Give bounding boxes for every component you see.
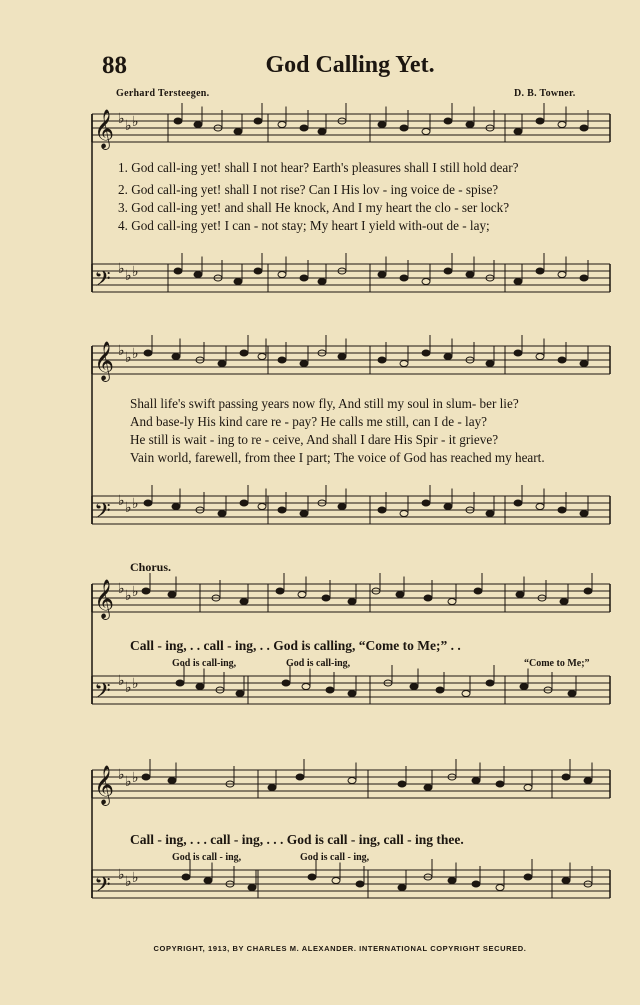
svg-text:♭: ♭ xyxy=(132,264,139,280)
svg-text:𝄢: 𝄢 xyxy=(94,873,111,903)
hymn-title: God Calling Yet. xyxy=(265,52,435,78)
svg-text:♭: ♭ xyxy=(125,588,132,604)
svg-text:𝄞: 𝄞 xyxy=(94,341,115,381)
verse-line: And base-ly His kind care re - pay? He calls me still, can I de - lay? xyxy=(130,414,488,429)
svg-text:𝄞: 𝄞 xyxy=(94,579,115,619)
copyright-notice: COPYRIGHT, 1913, BY CHARLES M. ALEXANDER. INTERNATIONAL COPYRIGHT SECURED. xyxy=(153,944,527,953)
svg-text:𝄢: 𝄢 xyxy=(94,499,111,529)
svg-text:♭: ♭ xyxy=(118,261,125,277)
bass-lyric: “Come to Me;” xyxy=(524,658,590,669)
verse-line: He still is wait - ing to re - ceive, And shall I dare His Spir - it grieve? xyxy=(130,432,499,447)
svg-text:♭: ♭ xyxy=(118,343,125,359)
svg-text:♭: ♭ xyxy=(125,118,132,134)
bass-lyric: God is call-ing, xyxy=(172,658,237,669)
svg-text:♭: ♭ xyxy=(125,874,132,890)
svg-text:♭: ♭ xyxy=(132,770,139,786)
svg-text:♭: ♭ xyxy=(118,111,125,127)
svg-text:♭: ♭ xyxy=(125,774,132,790)
hymn-number: 88 xyxy=(102,52,127,79)
svg-text:♭: ♭ xyxy=(118,867,125,883)
verse-line: 2. God call-ing yet! shall I not rise? Can I His lov - ing voice de - spise? xyxy=(118,182,499,197)
svg-text:𝄞: 𝄞 xyxy=(94,109,115,149)
verse-line: Vain world, farewell, from thee I part; The voice of God has reached my heart. xyxy=(130,450,545,465)
svg-text:𝄞: 𝄞 xyxy=(94,765,115,805)
svg-text:♭: ♭ xyxy=(125,350,132,366)
svg-text:♭: ♭ xyxy=(118,581,125,597)
svg-text:𝄢: 𝄢 xyxy=(94,267,111,297)
chorus-lyric: Call - ing, . . call - ing, . . God is calling, “Come to Me;” . . xyxy=(130,638,461,653)
svg-text:♭: ♭ xyxy=(125,268,132,284)
verse-line: 3. God call-ing yet! and shall He knock, And I my heart the clo - ser lock? xyxy=(118,200,510,215)
svg-text:♭: ♭ xyxy=(118,767,125,783)
svg-text:♭: ♭ xyxy=(125,500,132,516)
bass-lyric: God is call - ing, xyxy=(300,852,370,863)
svg-text:♭: ♭ xyxy=(132,496,139,512)
chorus-lyric: Call - ing, . . . call - ing, . . . God is call - ing, call - ing thee. xyxy=(130,832,464,847)
verse-line: Shall life's swift passing years now fly, And still my soul in slum- ber lie? xyxy=(130,396,519,411)
svg-text:♭: ♭ xyxy=(132,870,139,886)
bass-lyric: God is call-ing, xyxy=(286,658,351,669)
chorus-label: Chorus. xyxy=(130,560,172,574)
svg-text:♭: ♭ xyxy=(132,114,139,130)
svg-text:♭: ♭ xyxy=(118,493,125,509)
svg-text:♭: ♭ xyxy=(118,673,125,689)
bass-lyric: God is call - ing, xyxy=(172,852,242,863)
svg-text:𝄢: 𝄢 xyxy=(94,679,111,709)
composer-credit: D. B. Towner. xyxy=(514,88,576,99)
svg-text:♭: ♭ xyxy=(132,346,139,362)
svg-text:♭: ♭ xyxy=(132,584,139,600)
verse-line: 1. God call-ing yet! shall I not hear? Earth's pleasures shall I still hold dear? xyxy=(118,160,519,175)
verse-line: 4. God call-ing yet! I can - not stay; My heart I yield with-out de - lay; xyxy=(118,218,490,233)
svg-text:♭: ♭ xyxy=(125,680,132,696)
svg-text:♭: ♭ xyxy=(132,676,139,692)
author-credit: Gerhard Tersteegen. xyxy=(116,88,210,99)
